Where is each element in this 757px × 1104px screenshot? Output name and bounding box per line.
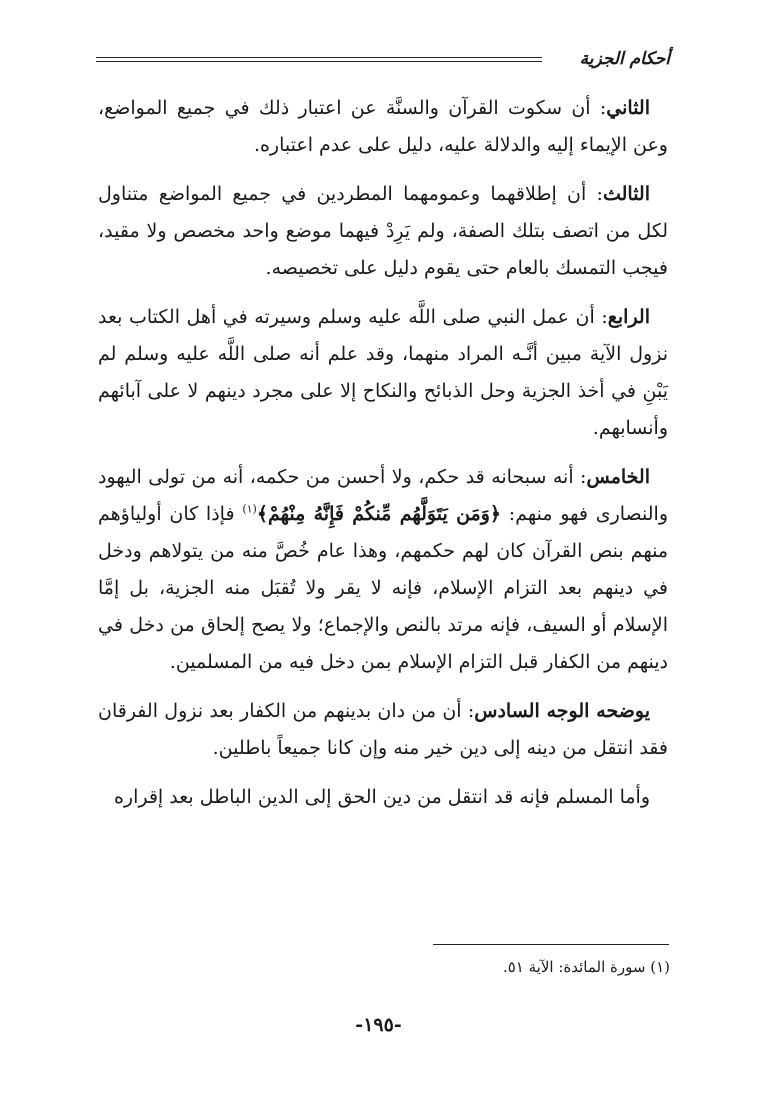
paragraph-final bbox=[98, 779, 668, 816]
paragraph-fourth bbox=[98, 299, 668, 447]
page-number: -١٩٥- bbox=[355, 1014, 402, 1036]
running-header bbox=[96, 46, 670, 72]
paragraph-third bbox=[98, 176, 668, 287]
paragraph-lead: الثالث bbox=[602, 183, 650, 205]
footnote: (١) سورة المائدة: الآية ٥١. bbox=[502, 958, 670, 976]
paragraph-lead: الخامس bbox=[586, 466, 650, 488]
paragraph-lead: الرابع bbox=[607, 306, 650, 328]
paragraph-text: : أن سكوت القرآن والسنَّة عن اعتبار ذلك في جميع المواضع، وعن الإيماء إليه والدلالة عليه، دليل على عدم اعتباره. bbox=[98, 97, 668, 156]
paragraph-sixth bbox=[98, 693, 668, 767]
paragraph-fifth bbox=[98, 459, 668, 681]
quran-verse: ﴿وَمَن يَتَوَلَّهُم مِّنكُمْ فَإِنَّهُ مِنْهُمْ﴾ bbox=[256, 503, 502, 525]
paragraph-lead: الثاني bbox=[606, 97, 650, 119]
paragraph-text: : أن عمل النبي صلى اللَّه عليه وسلم وسيرته في أهل الكتاب بعد نزول الآية مبين أنَّـه المراد منهما، وقد علم أنه صلى اللَّه عليه وسلم لم يَبْنِ في أخذ الجزية وحل الذبائح والنكاح إلا على مجرد دينهم لا على آبائهم وأنسابهم. bbox=[98, 306, 668, 439]
header-rule bbox=[96, 57, 542, 58]
running-title: أحكام الجزية bbox=[579, 49, 670, 69]
header-rule-double bbox=[96, 61, 542, 62]
footnote-marker: (١) bbox=[242, 502, 257, 516]
paragraph-text-continued: فإذا كان أولياؤهم منهم بنص القرآن كان لهم حكمهم، وهذا عام خُصَّ منه من يتولاهم ودخل في دينهم بعد التزام الإسلام، فإنه لا يقر ولا تُقبَل منه الجزية، بل إمَّا الإسلام أو السيف، فإنه مرتد بالنص والإجماع؛ ولا يصح إلحاق من دخل في دينهم من الكفار قبل التزام الإسلام بمن دخل فيه من المسلمين. bbox=[98, 503, 668, 673]
paragraph-text: : أن من دان بدينهم من الكفار بعد نزول الفرقان فقد انتقل من دينه إلى دين خير منه وإن كانا جميعاً باطلين. bbox=[98, 700, 668, 759]
paragraph-lead: يوضحه الوجه السادس bbox=[474, 700, 650, 722]
paragraph-text: : أن إطلاقهما وعمومهما المطردين في جميع المواضع متناول لكل من اتصف بتلك الصفة، ولم يَرِدْ فيهما موضع واحد مخصص ولا مقيد، فيجب التمسك بالعام حتى يقوم دليل على تخصيصه. bbox=[98, 183, 668, 279]
body-text bbox=[98, 90, 668, 816]
footnote-rule bbox=[433, 944, 669, 945]
paragraph-text: : أنه سبحانه قد حكم، ولا أحسن من حكمه، أنه من تولى اليهود والنصارى فهو منهم: bbox=[98, 466, 668, 525]
paragraph-text: وأما المسلم فإنه قد انتقل من دين الحق إلى الدين الباطل بعد إقراره bbox=[113, 786, 650, 808]
paragraph-second bbox=[98, 90, 668, 164]
